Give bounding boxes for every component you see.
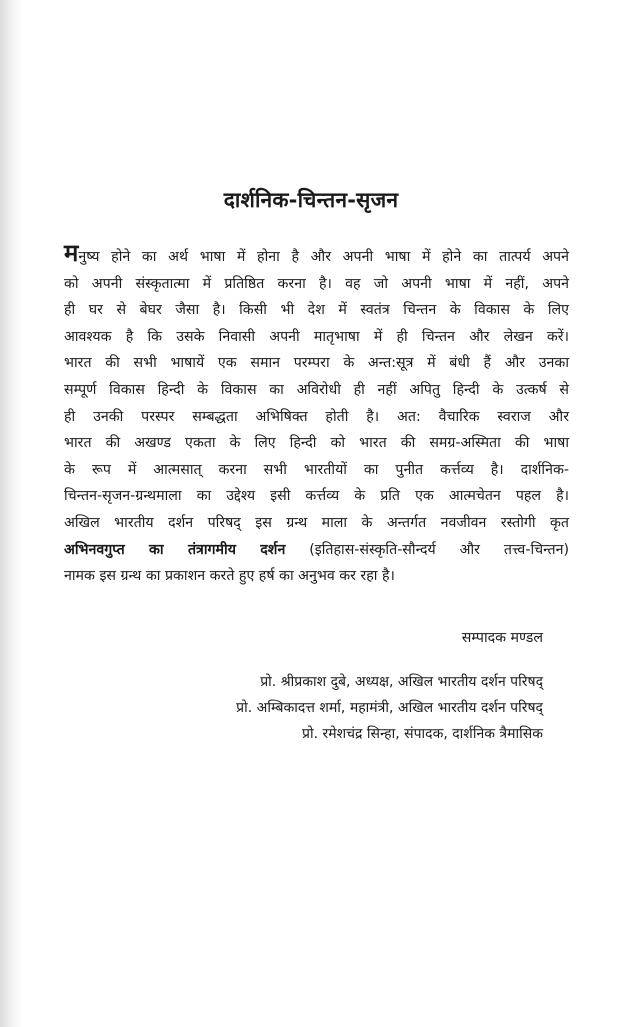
- paragraph-line-text: नुष्य होने का अर्थ भाषा में होना है और अपनी भाषा में होने का तात्पर्य अपने: [78, 249, 569, 265]
- book-title: अभिनवगुप्त का तंत्रागमीय दर्शन: [64, 541, 286, 558]
- scan-edge-shadow: [0, 0, 22, 1027]
- editorial-board-member: प्रो. अम्बिकादत्त शर्मा, महामंत्री, अखिल भारतीय दर्शन परिषद्: [236, 700, 543, 716]
- dropcap-letter: म: [64, 239, 79, 267]
- paragraph-line: भारत की अखण्ड एकता के लिए हिन्दी को भारत की समग्र-अस्मिता की भाषा: [64, 435, 569, 452]
- paragraph-line: भारत की सभी भाषायें एक समान परम्परा के अन्त:सूत्र में बंधी हैं और उनका: [64, 355, 569, 372]
- paragraph-line: ही घर से बेघर जैसा है। किसी भी देश में स्वतंत्र चिन्तन के विकास के लिए: [64, 302, 569, 319]
- paragraph-line: आवश्यक है कि उसके निवासी अपनी मातृभाषा में ही चिन्तन और लेखन करें।: [64, 328, 569, 345]
- paragraph-closing-line: नामक इस ग्रन्थ का प्रकाशन करते हुए हर्ष का अनुभव कर रहा है।: [64, 568, 395, 585]
- page-title: दार्शनिक-चिन्तन-सृजन: [223, 188, 399, 212]
- paragraph-line: अखिल भारतीय दर्शन परिषद् इस ग्रन्थ माला के अन्तर्गत नवजीवन रस्तोगी कृत: [64, 514, 569, 531]
- paragraph-line: के रूप में आत्मसात् करना सभी भारतीयों का पुनीत कर्त्तव्य है। दार्शनिक-: [64, 461, 569, 478]
- paragraph-line: चिन्तन-सृजन-ग्रन्थमाला का उद्देश्य इसी कर्त्तव्य के प्रति एक आत्मचेतन पहल है।: [64, 488, 569, 505]
- editorial-board-heading: सम्पादक मण्डल: [461, 630, 543, 646]
- paragraph-line: सम्पूर्ण विकास हिन्दी के विकास का अविरोधी ही नहीं अपितु हिन्दी के उत्कर्ष से: [64, 381, 569, 398]
- paragraph-line: ही उनकी परस्पर सम्बद्धता अभिषिक्त होती है। अत: वैचारिक स्वराज और: [64, 408, 569, 425]
- paragraph-line: को अपनी संस्कृतात्मा में प्रतिष्ठित करना है। वह जो अपनी भाषा में नहीं, अपने: [64, 275, 569, 292]
- paragraph-line: [64, 537, 569, 564]
- editorial-board-member: प्रो. श्रीप्रकाश दुबे, अध्यक्ष, अखिल भारतीय दर्शन परिषद्: [260, 674, 543, 690]
- book-subtitle: (इतिहास-संस्कृति-सौन्दर्य और तत्त्व-चिन्तन): [285, 541, 569, 558]
- editorial-board-member: प्रो. रमेशचंद्र सिन्हा, संपादक, दार्शनिक त्रैमासिक: [302, 726, 543, 742]
- paragraph-line: [64, 239, 569, 271]
- body-paragraph: [64, 239, 569, 590]
